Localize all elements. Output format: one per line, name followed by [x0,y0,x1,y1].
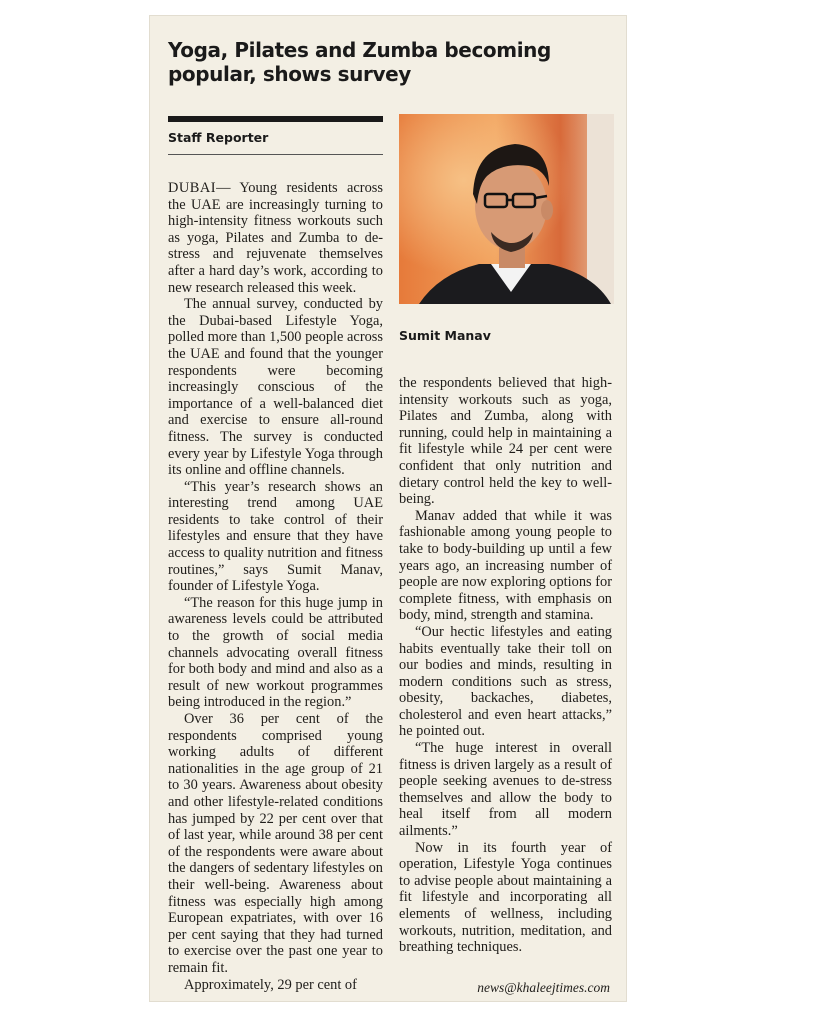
newspaper-clipping [150,16,626,1001]
dateline: DUBAI [168,180,217,196]
paragraph: Manav added that while it was fashionable among young people to take to body-building up until a few years ago, an increasing number of people are now exploring options for complete fitness, with emphasis on body, mind, strength and stamina. [399,507,613,624]
paragraph: “This year’s research shows an interesting trend among UAE residents to take control of their lifestyles and ensure that they have access to quality nutrition and fitness routines,” says Sumit Manav, founder of Lifestyle Yoga. [168,478,383,595]
byline: Staff Reporter [168,130,269,145]
paragraph: “The huge interest in overall fitness is driven largely as a result of people seeking avenues to de-stress themselves and allow the body to heal itself from all modern ailments.” [399,740,612,840]
paragraph-text: — Young residents across the UAE are increasingly turning to high-intensity fitness workouts such as yoga, Pilates and Zumba to de-stress and rejuvenate themselves after a hard day’s work, according to new research released this week. [168,180,383,296]
byline-rule-top [168,116,383,122]
paragraph: Over 36 per cent of the respondents comprised young working adults of different nationalities in the age group of 21 to 30 years. Awareness about obesity and other lifestyle-related conditions has jumped by 22 per cent over that of last year, while around 38 per cent of the respondents were aware about the dangers of sedentary lifestyles on their well-being. Awareness about fitness was especially high among European expatriates, with over 16 per cent saying that they had turned to exercise over the past one year to remain fit. [168,711,383,976]
paragraph [168,180,383,296]
signoff-email: news@khaleejtimes.com [477,980,610,995]
paragraph: Now in its fourth year of operation, Lifestyle Yoga continues to advise people about maintaining a fit lifestyle and incorporating all elements of wellness, including workouts, nutrition, meditation, and breathing techniques. [399,839,612,956]
paragraph: the respondents believed that high-intensity workouts such as yoga, Pilates and Zumba, along with running, could help in maintaining a fit lifestyle while 24 per cent were confident that only nutrition and dietary control held the key to well-being. [399,375,612,508]
photo-caption: Sumit Manav [399,328,491,343]
article-column-1 [168,180,383,993]
paragraph: “Our hectic lifestyles and eating habits eventually take their toll on our bodies and minds, resulting in modern conditions such as stress, obesity, backaches, diabetes, cholesterol and even heart attacks,” he pointed out. [399,623,612,740]
portrait-illustration [399,114,614,304]
article-column-2 [399,375,612,956]
paragraph: Approximately, 29 per cent of [184,976,357,993]
paragraph: “The reason for this huge jump in awareness levels could be attributed to the growth of social media channels advocating overall fitness for both body and mind and also as a result of new workout programmes being introduced in the region.” [168,594,383,711]
paragraph: The annual survey, conducted by the Dubai-based Lifestyle Yoga, polled more than 1,500 people across the UAE and found that the younger respondents were becoming increasingly conscious of the importance of a well-balanced diet and exercise to ensure all-round fitness. The survey is conducted every year by Lifestyle Yoga through its online and offline channels. [168,296,384,479]
byline-rule-bottom [168,154,383,155]
headline: Yoga, Pilates and Zumba becoming popular, shows survey [168,38,551,86]
portrait-photo [399,114,614,304]
